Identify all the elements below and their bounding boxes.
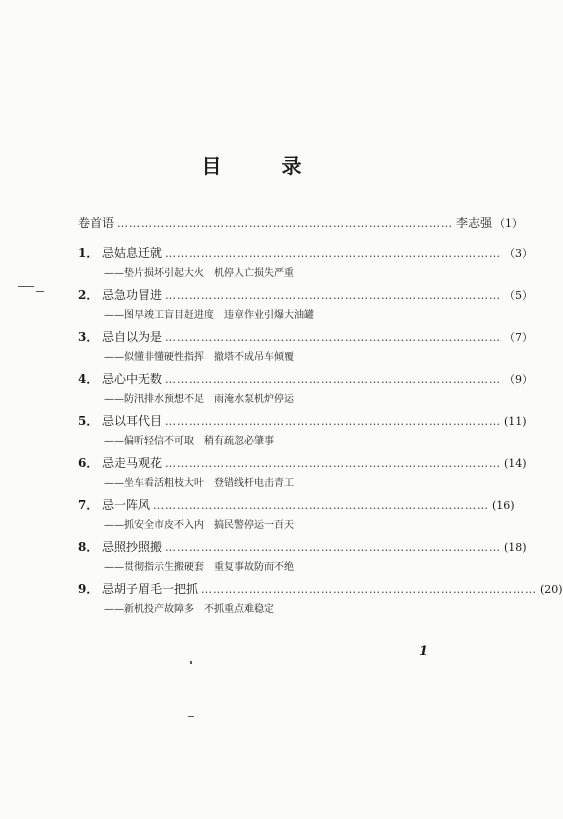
dot-leader: …………………………………………………………………………	[153, 499, 490, 512]
toc-number: 3．	[78, 330, 99, 344]
toc-page-number: （9）	[504, 373, 534, 386]
dot-leader: …………………………………………………………………………	[165, 373, 502, 386]
scan-mark	[188, 716, 194, 717]
toc-entry	[78, 580, 563, 622]
toc-subtitle: ——偏听轻信不可取 稍有疏忽必肇事	[104, 436, 274, 447]
toc-entry	[78, 412, 527, 454]
toc-entry	[78, 496, 515, 538]
toc-entry	[78, 538, 527, 580]
scan-mark	[18, 286, 34, 287]
toc-entry	[78, 328, 534, 370]
toc-heading: 忌胡子眉毛一把抓	[102, 582, 199, 596]
toc-number: 6．	[78, 456, 99, 470]
toc-subtitle: ——贯彻指示生搬硬套 重复事故防而不绝	[104, 562, 294, 573]
toc-page-number: (11)	[504, 415, 527, 428]
toc-page-number: （7）	[504, 331, 534, 344]
toc-number: 8．	[78, 540, 99, 554]
toc-subtitle: ——新机投产故障多 不抓重点难稳定	[104, 604, 274, 615]
toc-subtitle: ——垫片损坏引起大火 机停人亡损失严重	[104, 268, 294, 279]
toc-entry	[78, 244, 534, 286]
scan-mark	[190, 661, 192, 664]
dot-leader: …………………………………………………………………………	[165, 541, 502, 554]
dot-leader: …………………………………………………………………………	[117, 217, 454, 230]
toc-entry-preface	[78, 214, 524, 244]
toc-page-number: (20)	[540, 583, 563, 596]
dot-leader: …………………………………………………………………………	[165, 415, 502, 428]
toc-page-number: （3）	[504, 247, 534, 260]
toc-page-number: （1）	[494, 217, 524, 230]
toc-subtitle: ——防汛排水预想不足 雨淹水泵机炉停运	[104, 394, 294, 405]
scan-mark	[36, 291, 44, 292]
toc-number: 9．	[78, 582, 99, 596]
toc-subtitle: ——抓安全市皮不入内 搞民警停运一百天	[104, 520, 294, 531]
toc-number: 1．	[78, 246, 99, 260]
dot-leader: …………………………………………………………………………	[165, 247, 502, 260]
toc-page-number: (18)	[504, 541, 527, 554]
toc-heading: 忌急功冒进	[102, 288, 163, 302]
toc-heading: 忌姑息迁就	[102, 246, 163, 260]
toc-heading: 忌自以为是	[102, 330, 163, 344]
toc-heading: 忌心中无数	[102, 372, 163, 386]
toc-heading: 忌走马观花	[102, 456, 163, 470]
toc-entry	[78, 454, 527, 496]
toc-number: 2．	[78, 288, 99, 302]
dot-leader: …………………………………………………………………………	[165, 331, 502, 344]
toc-subtitle: ——似懂非懂硬性指挥 撤塔不成吊车倾覆	[104, 352, 294, 363]
toc-number: 7．	[78, 498, 99, 512]
toc-heading: 忌照抄照搬	[102, 540, 163, 554]
toc-page-number: (14)	[504, 457, 527, 470]
page-title	[0, 150, 505, 179]
table-of-contents	[78, 214, 563, 622]
title-char-2: 录	[281, 154, 304, 178]
toc-heading: 卷首语	[78, 216, 115, 230]
dot-leader: …………………………………………………………………………	[165, 289, 502, 302]
toc-number: 5．	[78, 414, 99, 428]
toc-subtitle: ——坐车看活粗枝大叶 登错线杆电击青工	[104, 478, 294, 489]
title-char-1: 目	[201, 154, 224, 178]
toc-number: 4．	[78, 372, 99, 386]
dot-leader: …………………………………………………………………………	[201, 583, 538, 596]
toc-entry	[78, 286, 534, 328]
toc-page-number: (16)	[492, 499, 515, 512]
dot-leader: …………………………………………………………………………	[165, 457, 502, 470]
toc-page-number: （5）	[504, 289, 534, 302]
toc-author: 李志强	[456, 216, 493, 230]
toc-heading: 忌以耳代目	[102, 414, 163, 428]
toc-entry	[78, 370, 534, 412]
page-folio: 1	[419, 644, 429, 659]
toc-heading: 忌一阵风	[102, 498, 151, 512]
toc-subtitle: ——图早竣工盲目赶进度 违章作业引爆大油罐	[104, 310, 314, 321]
